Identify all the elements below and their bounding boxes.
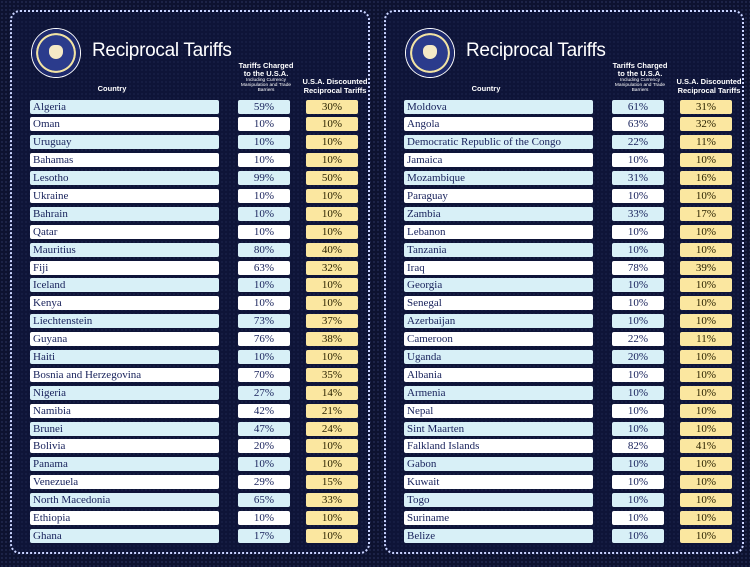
tariff-charged-cell: 80% [238, 243, 290, 257]
country-column-header: Country [471, 84, 501, 93]
table-row [386, 492, 742, 510]
discounted-tariff-cell: 10% [680, 189, 732, 203]
tariff-charged-cell: 33% [612, 207, 664, 221]
country-cell: Namibia [30, 404, 219, 418]
country-cell: Azerbaijan [404, 314, 593, 328]
country-cell: Cameroon [404, 332, 593, 346]
table-row [386, 152, 742, 170]
table-row [386, 313, 742, 331]
table-row [12, 384, 368, 402]
country-cell: Moldova [404, 100, 593, 114]
table-row [12, 402, 368, 420]
country-cell: Togo [404, 493, 593, 507]
discounted-tariff-cell: 10% [680, 404, 732, 418]
country-cell: Liechtenstein [30, 314, 219, 328]
country-cell: Angola [404, 117, 593, 131]
discounted-tariff-cell: 31% [680, 100, 732, 114]
country-cell: Gabon [404, 457, 593, 471]
country-cell: Democratic Republic of the Congo [404, 135, 593, 149]
table-row [12, 170, 368, 188]
country-cell: Kuwait [404, 475, 593, 489]
charged-header-subtitle: Including Currency Manipulation and Trade Barriers [614, 77, 666, 93]
discounted-tariff-cell: 35% [306, 368, 358, 382]
discounted-tariff-cell: 10% [680, 296, 732, 310]
tariff-charged-cell: 10% [612, 493, 664, 507]
tariff-charged-cell: 10% [612, 475, 664, 489]
table-row [386, 456, 742, 474]
discounted-tariff-cell: 32% [680, 117, 732, 131]
discounted-tariff-cell: 10% [680, 243, 732, 257]
discounted-tariff-cell: 14% [306, 386, 358, 400]
table-row [12, 420, 368, 438]
discounted-tariff-cell: 15% [306, 475, 358, 489]
discounted-tariff-cell: 10% [306, 529, 358, 543]
table-row [12, 134, 368, 152]
tariff-charged-cell: 70% [238, 368, 290, 382]
country-cell: Falkland Islands [404, 439, 593, 453]
tariff-charged-cell: 22% [612, 135, 664, 149]
country-cell: Senegal [404, 296, 593, 310]
table-row [386, 205, 742, 223]
tariff-charged-cell: 10% [238, 117, 290, 131]
discounted-tariff-cell: 39% [680, 261, 732, 275]
table-row [386, 366, 742, 384]
discounted-tariff-cell: 10% [306, 117, 358, 131]
discounted-tariff-cell: 16% [680, 171, 732, 185]
table-row [12, 474, 368, 492]
tariff-charged-cell: 10% [238, 511, 290, 525]
tariff-charged-cell: 10% [612, 189, 664, 203]
table-row [386, 527, 742, 545]
table-row [12, 348, 368, 366]
tariff-charged-cell: 65% [238, 493, 290, 507]
tariff-charged-cell: 10% [612, 225, 664, 239]
tariff-charged-cell: 10% [612, 243, 664, 257]
tariff-charged-cell: 10% [612, 422, 664, 436]
tariff-rows [386, 98, 742, 545]
country-cell: Suriname [404, 511, 593, 525]
table-row [386, 402, 742, 420]
country-cell: Bosnia and Herzegovina [30, 368, 219, 382]
charged-column-header [236, 62, 296, 93]
tariff-charged-cell: 10% [612, 278, 664, 292]
table-row [12, 187, 368, 205]
discounted-tariff-cell: 50% [306, 171, 358, 185]
table-row [386, 295, 742, 313]
country-cell: Brunei [30, 422, 219, 436]
discounted-tariff-cell: 10% [680, 493, 732, 507]
table-row [386, 331, 742, 349]
country-cell: Kenya [30, 296, 219, 310]
tariff-charged-cell: 10% [238, 350, 290, 364]
discounted-tariff-cell: 41% [680, 439, 732, 453]
country-cell: Bahrain [30, 207, 219, 221]
country-cell: Qatar [30, 225, 219, 239]
tariff-charged-cell: 10% [238, 457, 290, 471]
tariff-charged-cell: 76% [238, 332, 290, 346]
discounted-column-header: U.S.A. Discounted Reciprocal Tariffs [302, 77, 368, 95]
country-cell: Belize [404, 529, 593, 543]
tariff-panel-right [384, 10, 744, 554]
country-cell: Georgia [404, 278, 593, 292]
country-cell: Algeria [30, 100, 219, 114]
tariff-charged-cell: 29% [238, 475, 290, 489]
table-row [386, 348, 742, 366]
country-cell: Ghana [30, 529, 219, 543]
charged-column-header [610, 62, 670, 93]
discounted-tariff-cell: 32% [306, 261, 358, 275]
country-cell: North Macedonia [30, 493, 219, 507]
tariff-charged-cell: 10% [612, 296, 664, 310]
country-cell: Nigeria [30, 386, 219, 400]
panel-title: Reciprocal Tariffs [92, 40, 232, 61]
table-row [386, 170, 742, 188]
discounted-tariff-cell: 30% [306, 100, 358, 114]
tariff-charged-cell: 10% [238, 135, 290, 149]
table-row [386, 134, 742, 152]
country-cell: Mauritius [30, 243, 219, 257]
discounted-tariff-cell: 10% [680, 475, 732, 489]
table-row [12, 259, 368, 277]
discounted-tariff-cell: 10% [680, 350, 732, 364]
tariff-charged-cell: 73% [238, 314, 290, 328]
country-cell: Sint Maarten [404, 422, 593, 436]
country-column-header: Country [97, 84, 127, 93]
discounted-tariff-cell: 38% [306, 332, 358, 346]
tariff-charged-cell: 20% [612, 350, 664, 364]
table-row [386, 384, 742, 402]
discounted-tariff-cell: 10% [306, 207, 358, 221]
table-row [386, 509, 742, 527]
country-cell: Panama [30, 457, 219, 471]
table-row [12, 295, 368, 313]
table-row [12, 527, 368, 545]
country-cell: Iceland [30, 278, 219, 292]
tariff-panel-left [10, 10, 370, 554]
country-cell: Oman [30, 117, 219, 131]
discounted-tariff-cell: 10% [306, 296, 358, 310]
country-cell: Fiji [30, 261, 219, 275]
discounted-tariff-cell: 10% [306, 135, 358, 149]
table-row [12, 366, 368, 384]
tariff-charged-cell: 27% [238, 386, 290, 400]
tariff-charged-cell: 47% [238, 422, 290, 436]
country-cell: Ukraine [30, 189, 219, 203]
table-row [386, 277, 742, 295]
discounted-tariff-cell: 10% [306, 278, 358, 292]
discounted-tariff-cell: 24% [306, 422, 358, 436]
discounted-tariff-cell: 10% [680, 368, 732, 382]
tariff-charged-cell: 10% [238, 225, 290, 239]
discounted-tariff-cell: 10% [680, 422, 732, 436]
country-cell: Mozambique [404, 171, 593, 185]
charged-header-subtitle: Including Currency Manipulation and Trade Barriers [240, 77, 292, 93]
country-cell: Lesotho [30, 171, 219, 185]
table-row [386, 420, 742, 438]
table-row [386, 116, 742, 134]
tariff-charged-cell: 59% [238, 100, 290, 114]
tariff-charged-cell: 78% [612, 261, 664, 275]
tariff-charged-cell: 10% [612, 404, 664, 418]
table-row [12, 116, 368, 134]
discounted-tariff-cell: 10% [680, 278, 732, 292]
tariff-charged-cell: 10% [612, 314, 664, 328]
tariff-charged-cell: 22% [612, 332, 664, 346]
table-row [386, 187, 742, 205]
country-cell: Tanzania [404, 243, 593, 257]
tariff-charged-cell: 10% [612, 368, 664, 382]
table-row [12, 456, 368, 474]
discounted-tariff-cell: 37% [306, 314, 358, 328]
table-row [12, 331, 368, 349]
panel-title: Reciprocal Tariffs [466, 40, 606, 61]
country-cell: Uganda [404, 350, 593, 364]
charged-header-title: Tariffs Charged to the U.S.A. [238, 61, 294, 78]
country-cell: Nepal [404, 404, 593, 418]
tariff-charged-cell: 61% [612, 100, 664, 114]
table-row [386, 223, 742, 241]
country-cell: Albania [404, 368, 593, 382]
tariff-charged-cell: 10% [238, 207, 290, 221]
table-row [12, 98, 368, 116]
discounted-tariff-cell: 10% [680, 153, 732, 167]
discounted-tariff-cell: 10% [306, 350, 358, 364]
country-cell: Guyana [30, 332, 219, 346]
discounted-tariff-cell: 10% [680, 457, 732, 471]
discounted-tariff-cell: 10% [680, 386, 732, 400]
tariff-charged-cell: 10% [238, 296, 290, 310]
tariff-charged-cell: 10% [612, 529, 664, 543]
table-row [386, 438, 742, 456]
country-cell: Bahamas [30, 153, 219, 167]
discounted-tariff-cell: 10% [680, 529, 732, 543]
country-cell: Bolivia [30, 439, 219, 453]
table-row [12, 509, 368, 527]
discounted-tariff-cell: 10% [306, 439, 358, 453]
tariff-charged-cell: 63% [612, 117, 664, 131]
tariff-charged-cell: 10% [238, 189, 290, 203]
table-row [12, 277, 368, 295]
discounted-tariff-cell: 10% [306, 153, 358, 167]
table-row [12, 492, 368, 510]
discounted-tariff-cell: 10% [306, 457, 358, 471]
tariff-rows [12, 98, 368, 545]
table-row [12, 241, 368, 259]
tariff-charged-cell: 10% [612, 457, 664, 471]
country-cell: Paraguay [404, 189, 593, 203]
tariff-charged-cell: 10% [612, 511, 664, 525]
discounted-tariff-cell: 11% [680, 135, 732, 149]
presidential-seal-icon [32, 29, 80, 77]
table-row [12, 205, 368, 223]
tariff-charged-cell: 82% [612, 439, 664, 453]
tariff-charged-cell: 10% [612, 386, 664, 400]
table-row [386, 241, 742, 259]
charged-header-title: Tariffs Charged to the U.S.A. [612, 61, 668, 78]
table-row [386, 98, 742, 116]
tariff-charged-cell: 42% [238, 404, 290, 418]
country-cell: Ethiopia [30, 511, 219, 525]
country-cell: Uruguay [30, 135, 219, 149]
discounted-tariff-cell: 10% [680, 225, 732, 239]
table-row [12, 313, 368, 331]
discounted-tariff-cell: 10% [306, 189, 358, 203]
table-row [12, 152, 368, 170]
discounted-tariff-cell: 21% [306, 404, 358, 418]
tariff-charged-cell: 10% [238, 278, 290, 292]
table-row [12, 438, 368, 456]
country-cell: Venezuela [30, 475, 219, 489]
discounted-tariff-cell: 17% [680, 207, 732, 221]
presidential-seal-icon [406, 29, 454, 77]
table-row [12, 223, 368, 241]
country-cell: Haiti [30, 350, 219, 364]
country-cell: Jamaica [404, 153, 593, 167]
discounted-tariff-cell: 11% [680, 332, 732, 346]
discounted-tariff-cell: 10% [680, 314, 732, 328]
discounted-tariff-cell: 10% [680, 511, 732, 525]
country-cell: Zambia [404, 207, 593, 221]
tariff-charged-cell: 20% [238, 439, 290, 453]
country-cell: Iraq [404, 261, 593, 275]
discounted-tariff-cell: 33% [306, 493, 358, 507]
discounted-tariff-cell: 10% [306, 511, 358, 525]
country-cell: Lebanon [404, 225, 593, 239]
country-cell: Armenia [404, 386, 593, 400]
discounted-column-header: U.S.A. Discounted Reciprocal Tariffs [676, 77, 742, 95]
tariff-charged-cell: 31% [612, 171, 664, 185]
discounted-tariff-cell: 40% [306, 243, 358, 257]
table-row [386, 259, 742, 277]
table-row [386, 474, 742, 492]
tariff-charged-cell: 99% [238, 171, 290, 185]
tariff-charged-cell: 10% [612, 153, 664, 167]
tariff-charged-cell: 10% [238, 153, 290, 167]
tariff-charged-cell: 17% [238, 529, 290, 543]
tariff-charged-cell: 63% [238, 261, 290, 275]
discounted-tariff-cell: 10% [306, 225, 358, 239]
